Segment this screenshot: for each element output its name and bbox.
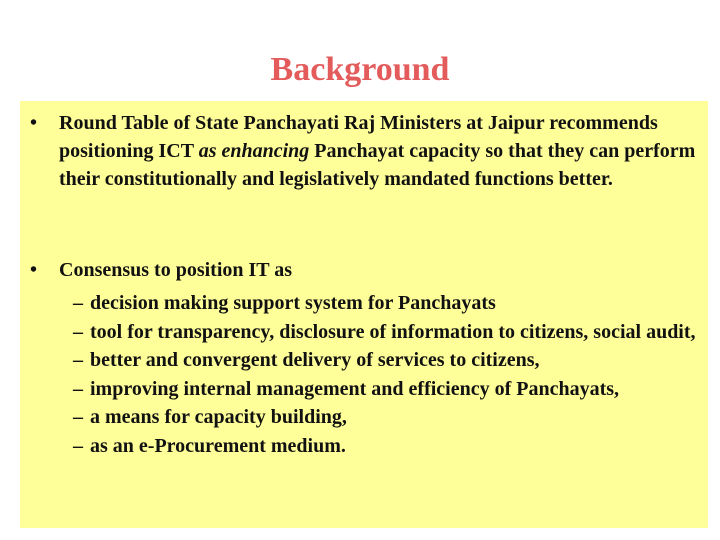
- sub-bullet-text: as an e-Procurement medium.: [90, 434, 346, 457]
- sub-bullet-item: [73, 375, 703, 404]
- sub-bullet-text: decision making support system for Panchayats: [90, 292, 496, 314]
- bullet-text-part: Round Table of State Panchayati Raj Ministers at Jaipur recommends positioning ICT: [59, 112, 658, 162]
- dash-marker: –: [73, 292, 83, 314]
- sub-bullet-item: [73, 432, 703, 461]
- bullet-text-part: Panchayat capacity so that they can perform their constitutionally and legislatively mandated functions better.: [59, 140, 696, 190]
- bullet-text-italic: as enhancing: [198, 140, 310, 162]
- dash-marker: –: [73, 377, 83, 400]
- bullet-text: Consensus to position IT as: [59, 259, 293, 281]
- content-panel: [20, 101, 708, 528]
- sub-bullet-item: [73, 403, 703, 432]
- dash-marker: –: [73, 406, 83, 428]
- sub-bullet-item: [73, 346, 703, 375]
- bullet-point-1: [30, 109, 700, 193]
- bullet-marker: •: [30, 112, 38, 134]
- bullet-point-2: [30, 256, 700, 284]
- bullet-text: [59, 109, 700, 193]
- sub-bullet-item: [73, 318, 703, 347]
- sub-bullet-list: [73, 289, 703, 460]
- dash-marker: –: [73, 320, 83, 343]
- sub-bullet-item: [73, 289, 703, 318]
- sub-bullet-text: improving internal management and efficiency of Panchayats,: [90, 377, 620, 400]
- slide-title: Background: [270, 51, 450, 88]
- sub-bullet-text: a means for capacity building,: [90, 406, 347, 428]
- bullet-marker: •: [30, 259, 38, 281]
- dash-marker: –: [73, 349, 83, 371]
- sub-bullet-text: better and convergent delivery of services to citizens,: [90, 349, 540, 371]
- dash-marker: –: [73, 434, 83, 457]
- sub-bullet-text: tool for transparency, disclosure of information to citizens, social audit,: [90, 320, 696, 343]
